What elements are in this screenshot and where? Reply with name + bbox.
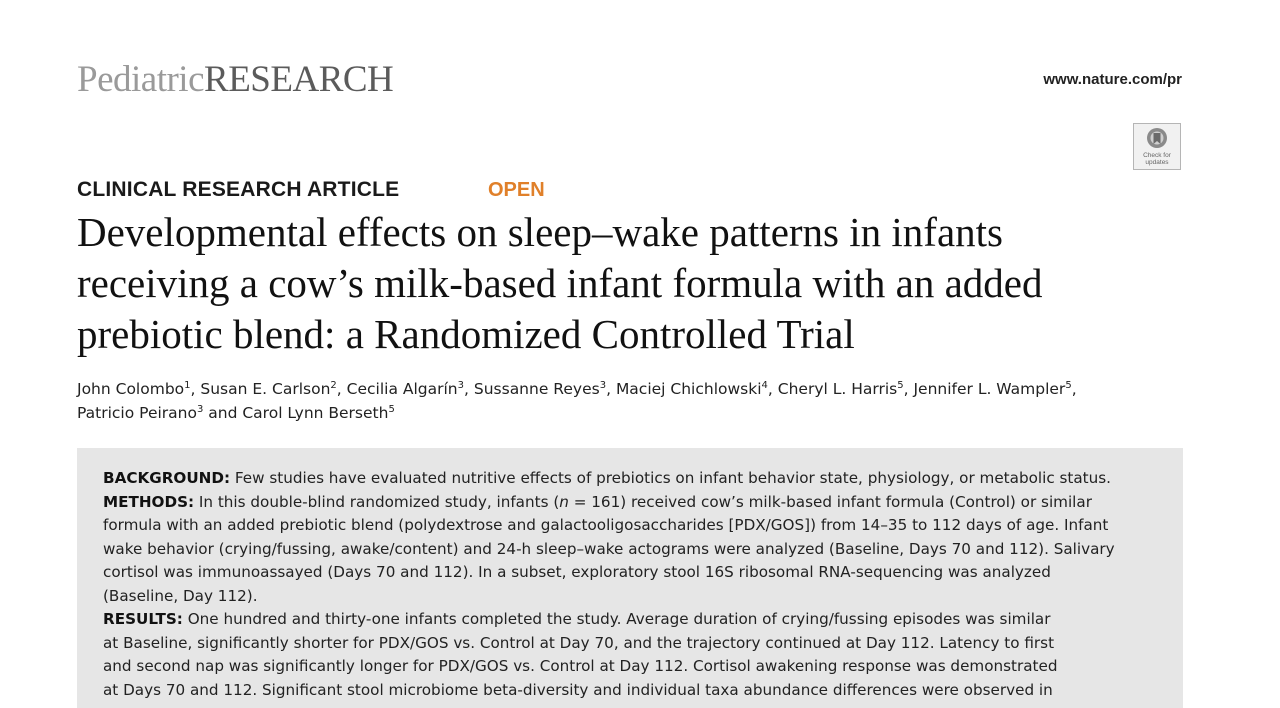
results-label: RESULTS: <box>103 610 183 628</box>
affiliation-ref[interactable]: 5 <box>1065 380 1072 391</box>
author-separator: , <box>606 380 616 398</box>
author-separator: , <box>464 380 474 398</box>
author-list <box>77 377 1187 425</box>
abstract-results-line: at Days 70 and 112. Significant stool microbiome beta-diversity and individual taxa abundance differences were observed in <box>103 680 1053 699</box>
methods-n-symbol: n <box>559 492 569 511</box>
affiliation-ref[interactable]: 4 <box>761 380 768 391</box>
title-line: receiving a cow’s milk-based infant formula with an added <box>77 260 1043 306</box>
author-link[interactable]: Susan E. Carlson <box>200 380 331 398</box>
journal-name-part1: Pediatric <box>77 59 205 100</box>
author-separator: , <box>190 380 201 398</box>
affiliation-ref[interactable]: 3 <box>457 380 465 391</box>
abstract-methods-line: formula with an added prebiotic blend (polydextrose and galactooligosaccharides [PDX/GOS]) from 14–35 to 112 days of age. Infant <box>103 516 1109 534</box>
abstract-results-line: and second nap was significantly longer for PDX/GOS vs. Control at Day 112. Cortisol awakening response was demonstrated <box>103 657 1058 675</box>
author-separator: and <box>203 404 243 422</box>
methods-text: = 161) received cow’s milk-based infant formula (Control) or similar <box>568 492 1092 511</box>
author-separator: , <box>767 380 778 398</box>
bookmark-ribbon-icon <box>1145 127 1169 151</box>
affiliation-ref[interactable]: 2 <box>330 380 337 391</box>
author-link[interactable]: Cecilia Algarín <box>346 380 458 398</box>
background-text: Few studies have evaluated nutritive effects of prebiotics on infant behavior state, physiology, or metabolic status. <box>230 469 1111 487</box>
journal-url-link[interactable]: www.nature.com/pr <box>1043 71 1182 88</box>
affiliation-ref[interactable]: 5 <box>388 404 395 415</box>
abstract-methods-line: wake behavior (crying/fussing, awake/content) and 24-h sleep–wake actograms were analyzed (Baseline, Days 70 and 112). Salivary <box>103 539 1115 558</box>
abstract-background <box>103 467 1183 491</box>
article-type: CLINICAL RESEARCH ARTICLE <box>77 178 400 201</box>
author-link[interactable]: Cheryl L. Harris <box>777 380 898 398</box>
author-link[interactable]: Carol Lynn Berseth <box>242 404 389 422</box>
check-for-updates-badge[interactable] <box>1133 123 1181 170</box>
affiliation-ref[interactable]: 5 <box>897 380 904 391</box>
author-link[interactable]: John Colombo <box>77 380 185 398</box>
check-for-updates-label: Check for updates <box>1143 152 1171 166</box>
article-title <box>77 207 1187 360</box>
author-line <box>77 401 1187 425</box>
abstract-results-line: at Baseline, significantly shorter for PDX/GOS vs. Control at Day 70, and the trajectory continued at Day 112. Latency to first <box>103 633 1055 652</box>
affiliation-ref[interactable]: 3 <box>196 404 204 415</box>
open-access-badge: OPEN <box>488 179 545 201</box>
results-text: One hundred and thirty-one infants completed the study. Average duration of crying/fussing episodes was similar <box>182 610 1051 628</box>
abstract-box <box>77 448 1183 708</box>
author-link[interactable]: Patricio Peirano <box>77 404 197 422</box>
background-label: BACKGROUND: <box>103 469 231 487</box>
author-link[interactable]: Maciej Chichlowski <box>615 380 762 398</box>
author-separator: , <box>903 380 914 398</box>
affiliation-ref[interactable]: 1 <box>184 380 191 391</box>
abstract-methods-line <box>103 491 1183 515</box>
author-separator: , <box>1071 380 1077 398</box>
author-link[interactable]: Sussanne Reyes <box>473 380 600 398</box>
author-separator: , <box>336 380 347 398</box>
methods-text: In this double-blind randomized study, infants ( <box>194 492 560 511</box>
abstract-results-line <box>103 608 1183 632</box>
author-line <box>77 377 1187 401</box>
title-line: Developmental effects on sleep–wake patterns in infants <box>77 209 1003 255</box>
title-line: prebiotic blend: a Randomized Controlled Trial <box>77 311 855 357</box>
journal-name-part2: RESEARCH <box>204 59 394 100</box>
abstract-methods-line: cortisol was immunoassayed (Days 70 and 112). In a subset, exploratory stool 16S ribosomal RNA-sequencing was analyzed <box>103 563 1051 581</box>
abstract-methods-line: (Baseline, Day 112). <box>103 586 258 605</box>
journal-logo[interactable] <box>77 58 393 101</box>
methods-label: METHODS: <box>103 492 195 511</box>
affiliation-ref[interactable]: 3 <box>599 380 607 391</box>
author-link[interactable]: Jennifer L. Wampler <box>913 380 1066 398</box>
